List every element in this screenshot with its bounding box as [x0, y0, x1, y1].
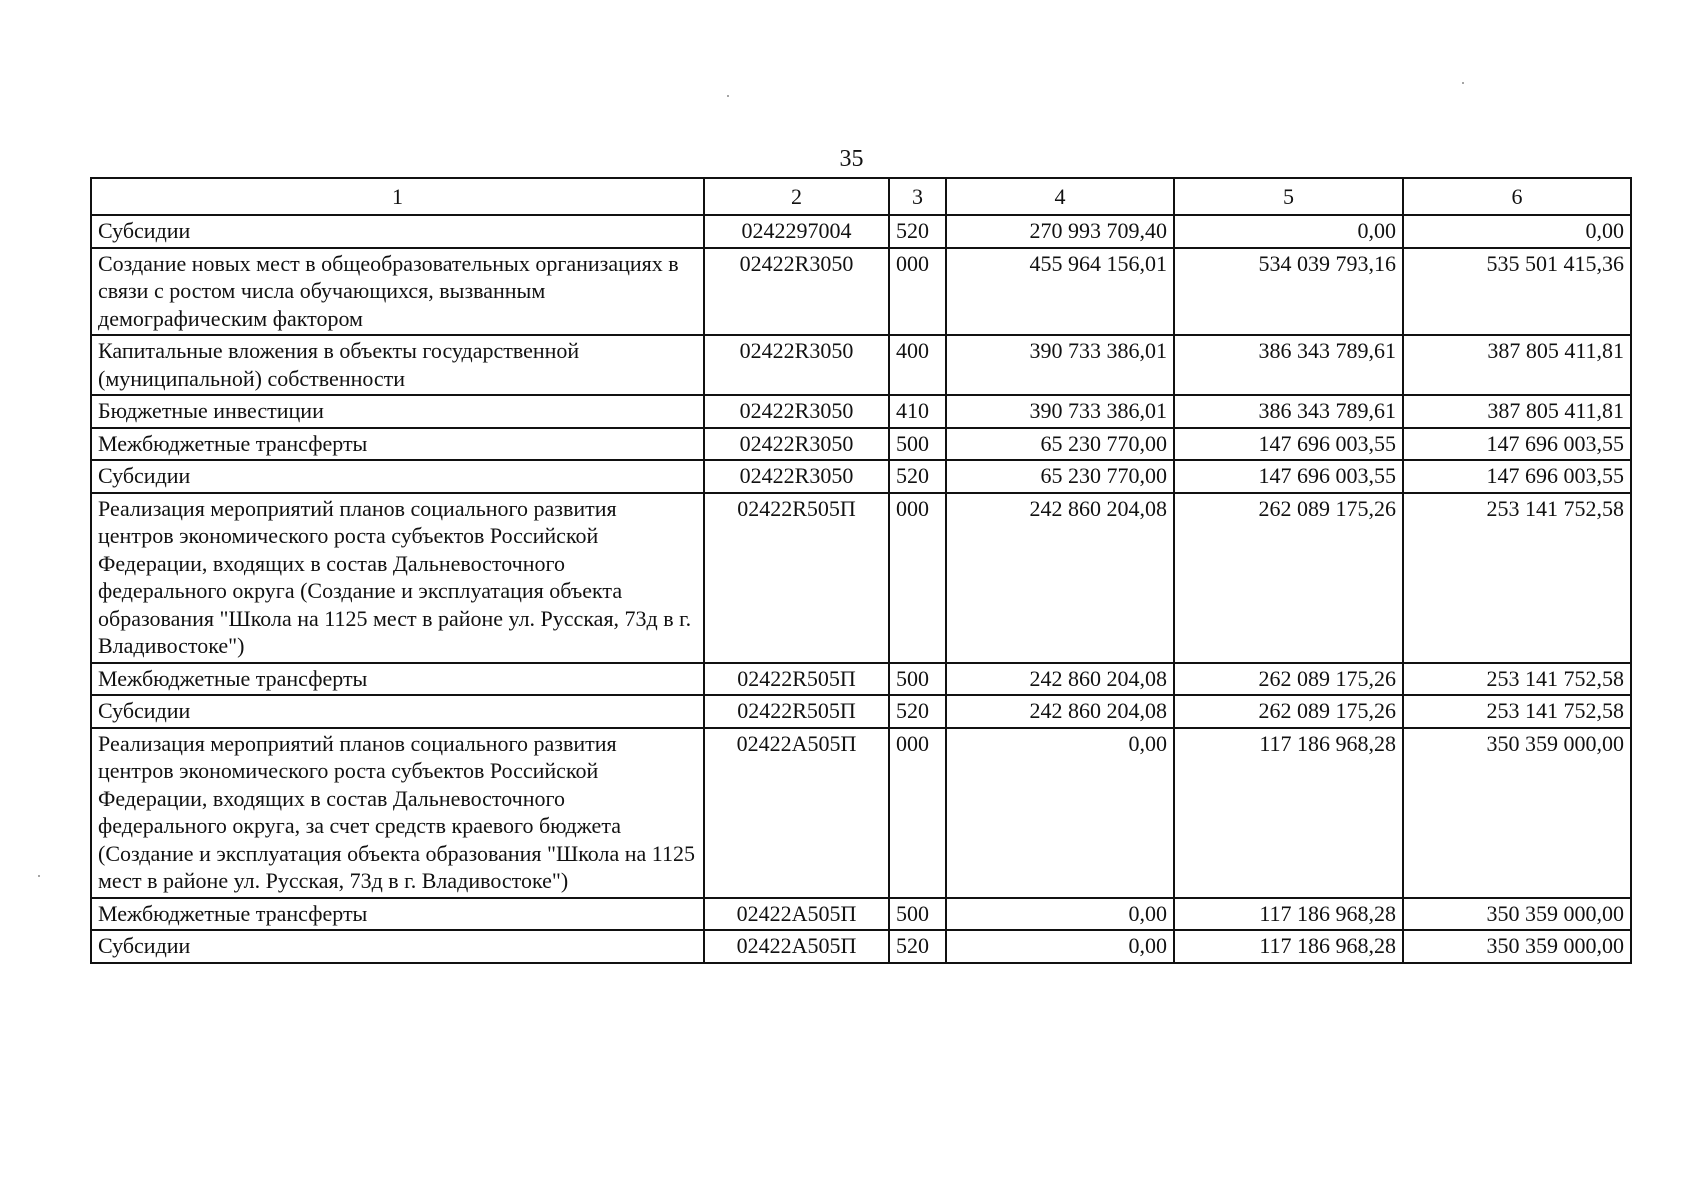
expense-type-code: 000: [889, 493, 946, 663]
table-row: [91, 395, 1631, 428]
amount-column-4: 242 860 204,08: [946, 493, 1174, 663]
amount-column-6: 350 359 000,00: [1403, 930, 1631, 963]
table-row: [91, 695, 1631, 728]
item-name: Реализация мероприятий планов социального развития центров экономического роста субъектов Российской Федерации, входящих в состав Дальневосточного федерального округа, за счет средств краевого бюджета (Создание и эксплуатация объекта образования "Школа на 1125 мест в районе ул. Русская, 73д в г. Владивостоке"): [91, 728, 704, 898]
table-row: [91, 248, 1631, 336]
scan-speck: [727, 95, 729, 97]
amount-column-5: 117 186 968,28: [1174, 728, 1403, 898]
amount-column-6: 535 501 415,36: [1403, 248, 1631, 336]
expense-type-code: 400: [889, 335, 946, 395]
amount-column-5: 262 089 175,26: [1174, 493, 1403, 663]
expense-type-code: 500: [889, 428, 946, 461]
amount-column-4: 0,00: [946, 728, 1174, 898]
amount-column-4: 242 860 204,08: [946, 663, 1174, 696]
amount-column-6: 387 805 411,81: [1403, 335, 1631, 395]
expense-type-code: 500: [889, 663, 946, 696]
item-name: Субсидии: [91, 215, 704, 248]
scan-speck: [38, 875, 40, 877]
amount-column-4: 65 230 770,00: [946, 428, 1174, 461]
table-row: [91, 460, 1631, 493]
expense-type-code: 520: [889, 460, 946, 493]
column-header-3: 3: [889, 178, 946, 215]
target-article-code: 02422R3050: [704, 460, 889, 493]
item-name: Реализация мероприятий планов социального развития центров экономического роста субъектов Российской Федерации, входящих в состав Дальневосточного федерального округа (Создание и эксплуатация объекта образования "Школа на 1125 мест в районе ул. Русская, 73д в г. Владивостоке"): [91, 493, 704, 663]
amount-column-5: 534 039 793,16: [1174, 248, 1403, 336]
column-header-4: 4: [946, 178, 1174, 215]
amount-column-4: 270 993 709,40: [946, 215, 1174, 248]
amount-column-6: 253 141 752,58: [1403, 663, 1631, 696]
table-row: [91, 493, 1631, 663]
target-article-code: 02422R3050: [704, 248, 889, 336]
table-row: [91, 428, 1631, 461]
expense-type-code: 520: [889, 695, 946, 728]
expense-type-code: 000: [889, 248, 946, 336]
item-name: Межбюджетные трансферты: [91, 898, 704, 931]
expense-type-code: 520: [889, 215, 946, 248]
amount-column-5: 262 089 175,26: [1174, 663, 1403, 696]
amount-column-4: 65 230 770,00: [946, 460, 1174, 493]
budget-table: [90, 177, 1632, 964]
amount-column-4: 455 964 156,01: [946, 248, 1174, 336]
item-name: Субсидии: [91, 695, 704, 728]
amount-column-5: 0,00: [1174, 215, 1403, 248]
column-header-5: 5: [1174, 178, 1403, 215]
target-article-code: 02422R3050: [704, 428, 889, 461]
amount-column-5: 117 186 968,28: [1174, 898, 1403, 931]
amount-column-4: 390 733 386,01: [946, 335, 1174, 395]
amount-column-5: 147 696 003,55: [1174, 428, 1403, 461]
expense-type-code: 500: [889, 898, 946, 931]
item-name: Субсидии: [91, 460, 704, 493]
item-name: Межбюджетные трансферты: [91, 428, 704, 461]
amount-column-6: 147 696 003,55: [1403, 460, 1631, 493]
amount-column-6: 350 359 000,00: [1403, 898, 1631, 931]
column-header-2: 2: [704, 178, 889, 215]
item-name: Бюджетные инвестиции: [91, 395, 704, 428]
table-row: [91, 335, 1631, 395]
column-header-1: 1: [91, 178, 704, 215]
expense-type-code: 410: [889, 395, 946, 428]
table-row: [91, 663, 1631, 696]
target-article-code: 02422R505П: [704, 493, 889, 663]
amount-column-6: 147 696 003,55: [1403, 428, 1631, 461]
scan-speck: [1462, 82, 1464, 84]
amount-column-5: 262 089 175,26: [1174, 695, 1403, 728]
amount-column-5: 147 696 003,55: [1174, 460, 1403, 493]
target-article-code: 02422А505П: [704, 930, 889, 963]
amount-column-6: 0,00: [1403, 215, 1631, 248]
amount-column-4: 242 860 204,08: [946, 695, 1174, 728]
amount-column-5: 386 343 789,61: [1174, 395, 1403, 428]
table-row: [91, 930, 1631, 963]
amount-column-5: 386 343 789,61: [1174, 335, 1403, 395]
table-row: [91, 898, 1631, 931]
amount-column-5: 117 186 968,28: [1174, 930, 1403, 963]
item-name: Капитальные вложения в объекты государственной (муниципальной) собственности: [91, 335, 704, 395]
amount-column-4: 0,00: [946, 898, 1174, 931]
item-name: Субсидии: [91, 930, 704, 963]
amount-column-6: 253 141 752,58: [1403, 695, 1631, 728]
item-name: Межбюджетные трансферты: [91, 663, 704, 696]
page-number: 35: [839, 146, 864, 172]
amount-column-6: 387 805 411,81: [1403, 395, 1631, 428]
target-article-code: 0242297004: [704, 215, 889, 248]
amount-column-4: 0,00: [946, 930, 1174, 963]
item-name: Создание новых мест в общеобразовательных организациях в связи с ростом числа обучающихся, вызванным демографическим фактором: [91, 248, 704, 336]
expense-type-code: 520: [889, 930, 946, 963]
amount-column-4: 390 733 386,01: [946, 395, 1174, 428]
target-article-code: 02422R3050: [704, 395, 889, 428]
target-article-code: 02422А505П: [704, 898, 889, 931]
table-row: [91, 215, 1631, 248]
header-row: [91, 178, 1631, 215]
table-row: [91, 728, 1631, 898]
expense-type-code: 000: [889, 728, 946, 898]
target-article-code: 02422R505П: [704, 695, 889, 728]
amount-column-6: 253 141 752,58: [1403, 493, 1631, 663]
target-article-code: 02422R3050: [704, 335, 889, 395]
target-article-code: 02422R505П: [704, 663, 889, 696]
target-article-code: 02422А505П: [704, 728, 889, 898]
amount-column-6: 350 359 000,00: [1403, 728, 1631, 898]
column-header-6: 6: [1403, 178, 1631, 215]
